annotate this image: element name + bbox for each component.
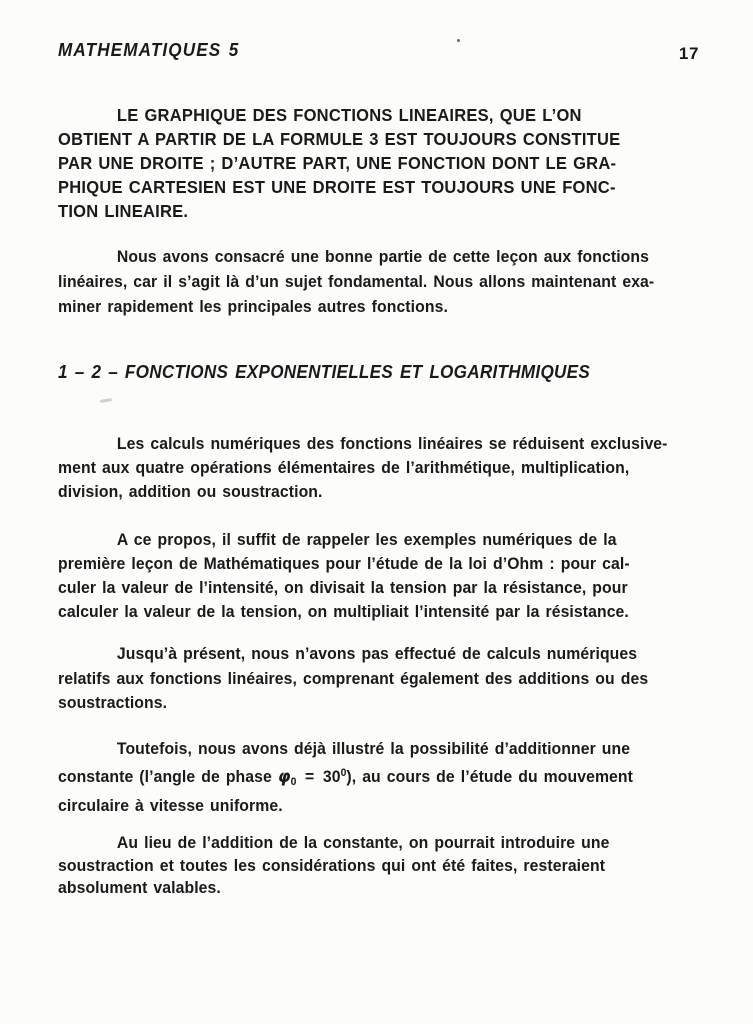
paragraph-line: soustraction et toutes les considérations qui ont été faites, resteraient: [58, 855, 606, 875]
paragraph-line: ment aux quatre opérations élémentaires de l’arithmétique, multiplication,: [58, 458, 630, 477]
formula-post-text: ), au cours de l’étude du mouvement: [346, 767, 634, 786]
paragraph-line: absolument valables.: [58, 878, 221, 897]
formula-pre-text: constante (l’angle de phase: [58, 767, 278, 786]
running-header: [58, 38, 704, 62]
ohm-paragraph: [58, 528, 704, 624]
degree-superscript: 0: [340, 767, 347, 779]
paragraph-line: TION LINEAIRE.: [58, 201, 189, 221]
paragraph-line: LE GRAPHIQUE DES FONCTIONS LINEAIRES, QUE L’ON: [116, 105, 582, 125]
paragraph-line-formula: [58, 761, 704, 794]
paragraph-line: circulaire à vitesse uniforme.: [58, 796, 283, 815]
paragraph-line: Toutefois, nous avons déjà illustré la possibilité d’additionner une: [116, 739, 631, 758]
section-heading: [58, 360, 704, 384]
paragraph-line: Les calculs numériques des fonctions linéaires se réduisent exclusive-: [116, 434, 668, 453]
paragraph-line: Jusqu’à présent, nous n’avons pas effectué de calculs numériques: [116, 644, 638, 663]
paragraph-line: Au lieu de l’addition de la constante, on pourrait introduire une: [116, 833, 610, 852]
pencil-smudge: [100, 398, 112, 403]
paragraph-line: culer la valeur de l’intensité, on divisait la tension par la résistance, pour: [58, 578, 628, 597]
phi-symbol: φ: [277, 767, 291, 787]
paragraph-line: PHIQUE CARTESIEN EST UNE DROITE EST TOUJOURS UNE FONC-: [58, 177, 616, 197]
toutefois-paragraph: [58, 737, 704, 818]
phase-value: 30: [322, 767, 341, 786]
aulieu-paragraph: [58, 832, 704, 900]
paragraph-line: première leçon de Mathématiques pour l’étude de la loi d’Ohm : pour cal-: [58, 554, 630, 573]
section-heading-text: 1 – 2 – FONCTIONS EXPONENTIELLES ET LOGARITHMIQUES: [58, 362, 591, 382]
header-title: MATHEMATIQUES 5: [58, 40, 240, 60]
paragraph-line: soustractions.: [58, 693, 168, 712]
page-number: 17: [678, 44, 699, 63]
paragraph-line: miner rapidement les principales autres fonctions.: [58, 297, 448, 316]
calculs-paragraph: [58, 432, 704, 504]
paragraph-line: linéaires, car il s’agit là d’un sujet fondamental. Nous allons maintenant exa-: [58, 272, 655, 291]
phi-subscript: 0: [290, 776, 297, 788]
paragraph-line: PAR UNE DROITE ; D’AUTRE PART, UNE FONCTION DONT LE GRA-: [58, 153, 617, 173]
caps-paragraph: [58, 103, 704, 223]
jusqua-paragraph: [58, 642, 704, 716]
paragraph-line: OBTIENT A PARTIR DE LA FORMULE 3 EST TOUJOURS CONSTITUE: [58, 129, 621, 149]
paragraph-line: A ce propos, il suffit de rappeler les exemples numériques de la: [116, 530, 617, 549]
paragraph-line: calculer la valeur de la tension, on multipliait l’intensité par la résistance.: [58, 602, 629, 621]
paragraph-line: Nous avons consacré une bonne partie de cette leçon aux fonctions: [116, 247, 649, 266]
paragraph-line: division, addition ou soustraction.: [58, 482, 323, 501]
equals-sign: =: [304, 767, 315, 786]
intro-paragraph: [58, 244, 704, 319]
paragraph-line: relatifs aux fonctions linéaires, comprenant également des additions ou des: [58, 668, 649, 688]
